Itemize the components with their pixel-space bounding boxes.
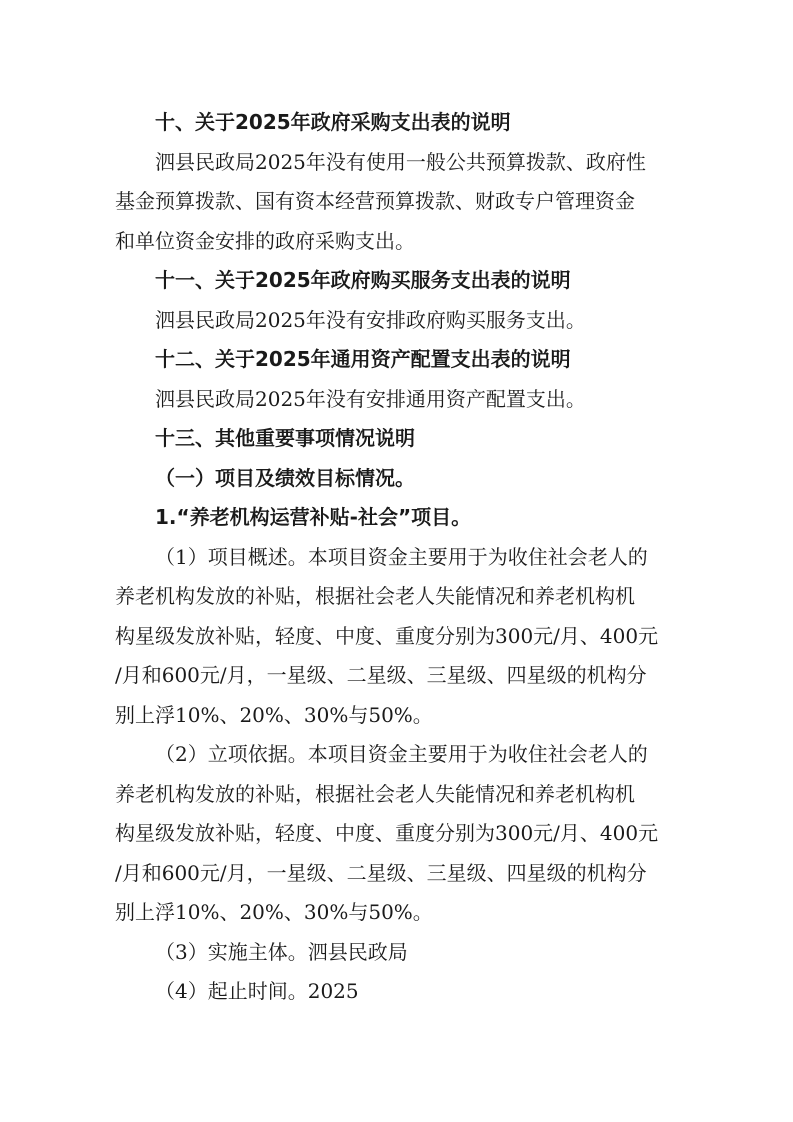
section-12-body: 泗县民政局2025年没有安排通用资产配置支出。 — [155, 386, 586, 411]
subsection-heading: （一）项目及绩效目标情况。 — [155, 465, 415, 490]
paragraph-line: /月和600元/月，一星级、二星级、三星级、四星级的机构分 — [115, 663, 647, 687]
paragraph-line: /月和600元/月，一星级、二星级、三星级、四星级的机构分 — [115, 860, 647, 885]
paragraph-line: 泗县民政局2025年没有使用一般公共预算拨款、政府性 — [155, 149, 646, 174]
paragraph-line: 养老机构发放的补贴，根据社会老人失能情况和养老机构机 — [115, 781, 635, 806]
paragraph-line: 构星级发放补贴，轻度、中度、重度分别为300元/月、400元 — [115, 623, 659, 648]
paragraph-line: （1）项目概述。本项目资金主要用于为收住社会老人的 — [155, 544, 648, 569]
paragraph-line: 别上浮10%、20%、30%与50%。 — [115, 900, 433, 924]
project-overview-paragraph — [115, 538, 685, 736]
paragraph-line: 和单位资金安排的政府采购支出。 — [115, 228, 415, 253]
project-basis-paragraph — [115, 735, 685, 933]
paragraph-line: 别上浮10%、20%、30%与50%。 — [115, 702, 433, 727]
section-12-heading: 十二、关于2025年通用资产配置支出表的说明 — [155, 347, 571, 371]
project-item-heading: 1.“养老机构运营补贴-社会”项目。 — [155, 505, 472, 529]
project-period-line: （4）起止时间。2025 — [155, 979, 359, 1003]
document-body — [115, 103, 685, 1012]
paragraph-line: 基金预算拨款、国有资本经营预算拨款、财政专户管理资金 — [115, 189, 635, 213]
section-10-paragraph — [115, 143, 685, 262]
section-11-body: 泗县民政局2025年没有安排政府购买服务支出。 — [155, 307, 586, 332]
implementing-entity-line: （3）实施主体。泗县民政局 — [155, 939, 408, 964]
section-10-heading: 十、关于2025年政府采购支出表的说明 — [155, 110, 511, 134]
section-13-heading: 十三、其他重要事项情况说明 — [155, 426, 415, 450]
paragraph-line: （2）立项依据。本项目资金主要用于为收住社会老人的 — [155, 742, 648, 766]
section-11-heading: 十一、关于2025年政府购买服务支出表的说明 — [155, 268, 571, 292]
paragraph-line: 养老机构发放的补贴，根据社会老人失能情况和养老机构机 — [115, 584, 635, 608]
paragraph-line: 构星级发放补贴，轻度、中度、重度分别为300元/月、400元 — [115, 821, 659, 845]
